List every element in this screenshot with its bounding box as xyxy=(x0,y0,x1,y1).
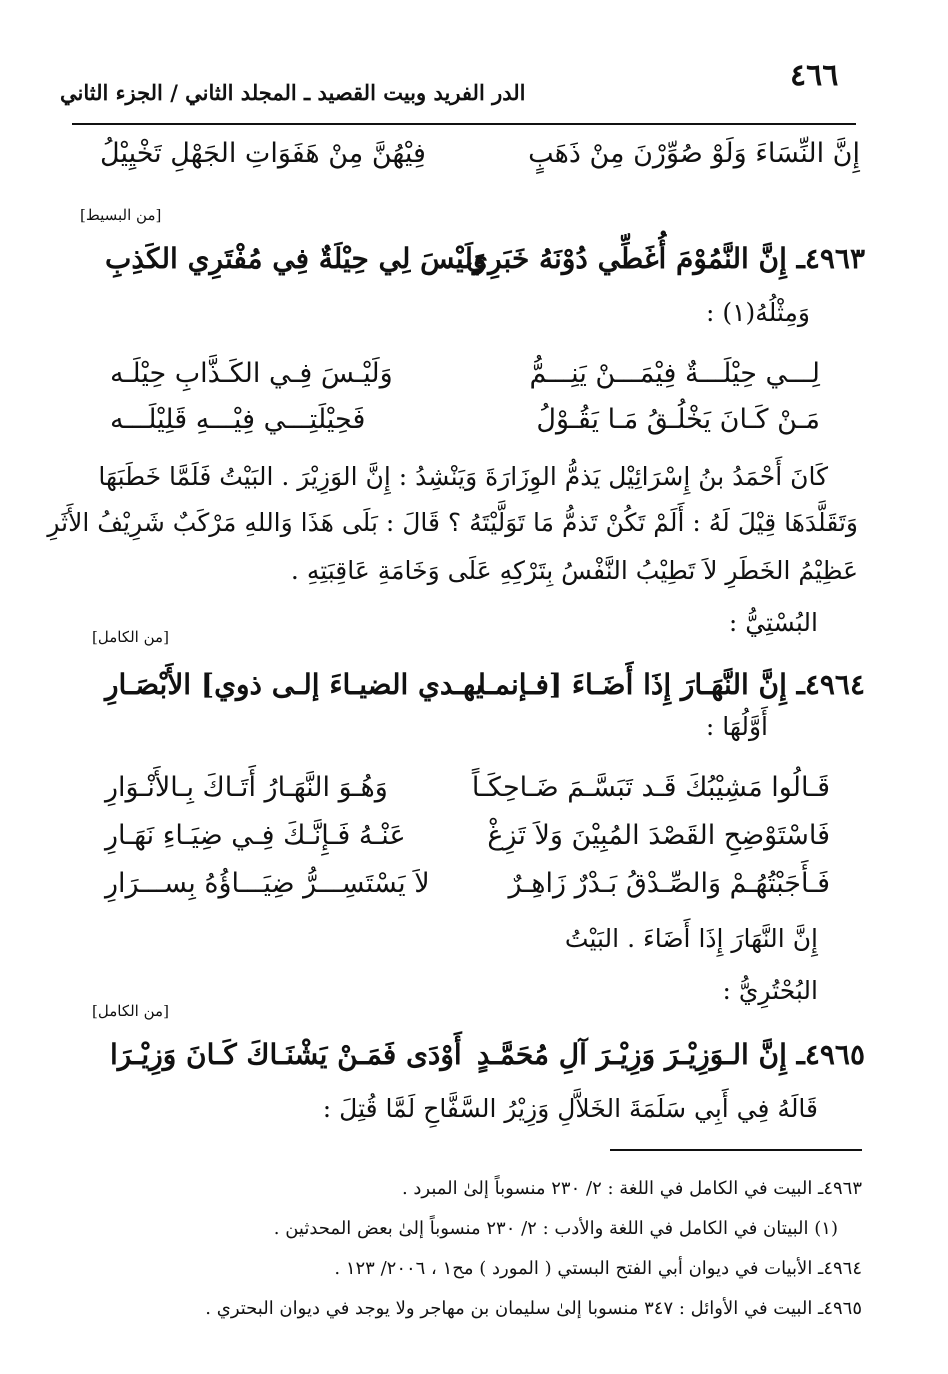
header-divider xyxy=(72,123,856,125)
verse-line xyxy=(60,820,830,866)
verse-first-hemistich: ٤٩٦٤ـ إِنَّ النَّهَـارَ إِذَا أَضَـاءَ [فـإنمـا xyxy=(478,668,865,701)
poet-name: البُحْتُرِيُّ : xyxy=(722,976,818,1005)
verse-line xyxy=(60,772,830,818)
verse-line-4964 xyxy=(60,668,865,714)
footnote: ٤٩٦٤ـ الأبيات في ديوان أبي الفتح البستي ( المورد ) مح١ ، ٢٠٠٦/ ١٢٣ . xyxy=(334,1258,862,1279)
verse-line-4963 xyxy=(60,242,865,288)
verse-second-hemistich: وَهُـوَ النَّهَـارُ أَتَـاكَ بِـالأَنْـوَارِ xyxy=(105,772,388,803)
verse-line xyxy=(60,868,830,914)
prose-line: قَالَهُ فِي أَبِي سَلَمَةَ الخَلاَّلِ وَزِيْرُ السَّفَّاحِ لَمَّا قُتِلَ : xyxy=(322,1094,818,1123)
verse-first-hemistich: مَـنْ كَـانَ يَخْلُـقُ مَـا يَقُـوْلُ xyxy=(536,404,820,435)
prose-line: كَانَ أَحْمَدُ بنُ إِسْرَائِيْل يَذمُّ الوِزَارَةَ وَيَنْشِدُ : إِنَّ الوَزِيْرَ . البَيْتُ فَلَمَّا خَطَبَهَا xyxy=(98,462,828,491)
verse-second-hemistich: أَوْدَى فَمَـنْ يَشْنَـاكَ كَـانَ وَزِيْـرَا xyxy=(110,1038,462,1071)
verse-second-hemistich: فَحِيْلَتِـــي فِيْـــهِ قَلِيْلَـــه xyxy=(110,404,366,435)
meter-label: [من الكامل] xyxy=(92,628,169,646)
verse-line xyxy=(60,404,820,450)
verse-first-hemistich: ٤٩٦٥ـ إِنَّ الـوَزِيْـرَ وَزِيْـرَ آلِ مُحَمَّـدٍ xyxy=(476,1038,865,1071)
verse-second-hemistich: عَنْـهُ فَـإِنَّـكَ فِـي ضِيَـاءِ نَهَـارِ xyxy=(105,820,406,851)
running-header: الدر الفريد وبيت القصيد ـ المجلد الثاني / الجزء الثاني xyxy=(60,80,526,105)
verse-first-hemistich: لِـــي حِيْلَـــةٌ فِيْمَـــنْ يَنِـــمُّ xyxy=(529,358,820,389)
footnote: ٤٩٦٥ـ البيت في الأوائل : ٣٤٧ منسوبا إلىٰ سليمان بن مهاجر ولا يوجد في ديوان البحتري . xyxy=(205,1298,862,1319)
quote-line: إِنَّ النَّهَارَ إِذَا أَضَاءَ . البَيْتُ xyxy=(564,924,818,953)
footnote: (١) البيتان في الكامل في اللغة والأدب : ٢/ ٢٣٠ منسوباً إلىٰ بعض المحدثين . xyxy=(273,1218,838,1239)
poet-name: البُسْتِيُّ : xyxy=(728,608,818,637)
intro-label: أَوَّلُهَا : xyxy=(705,712,768,741)
verse-second-hemistich: يهـدي الضيـاءَ إلـى ذوي] الأَبْصَـارِ xyxy=(105,668,484,701)
verse-second-hemistich: فِيْهُنَّ مِنْ هَفَوَاتِ الجَهْلِ تَخْيِيْلُ xyxy=(100,138,426,169)
verse-second-hemistich: وَلَيْـسَ فِـي الكَـذَّابِ حِيْلَـه xyxy=(110,358,393,389)
verse-line xyxy=(60,358,820,404)
prose-line: عَظِيْمُ الخَطَرِ لاَ تَطِيْبُ النَّفْسُ بِتَرْكِهِ عَلَى وَخَامَةِ عَاقِبَتِهِ . xyxy=(290,556,858,585)
verse-first-hemistich: فَاسْتَوْضِحِ القَصْدَ المُبِيْنَ وَلاَ تَزِغْ xyxy=(487,820,830,851)
verse-first-hemistich: قَـالُوا مَشِيْبُكَ قَـد تَبَسَّـمَ ضَـاحِكَـاً xyxy=(471,772,830,803)
prose-line: وَتَقَلَّدَهَا قِيْلَ لَهُ : أَلَمْ تَكُنْ تَذمُّ مَا تَوَلَّيْتَهُ ؟ قَالَ : بَلَى هَذَا وَاللهِ مَرْكَبٌ شَرِيْفُ الأَثَرِ xyxy=(47,508,858,537)
meter-label: [من البسيط] xyxy=(80,206,162,224)
footnote-divider xyxy=(610,1149,862,1151)
footnote: ٤٩٦٣ـ البيت في الكامل في اللغة : ٢/ ٢٣٠ منسوباً إلىٰ المبرد . xyxy=(401,1178,862,1199)
verse-first-hemistich: إِنَّ النِّسَاءَ وَلَوْ صُوِّرْنَ مِنْ ذَهَبٍ xyxy=(528,138,860,169)
intro-label: وَمِثْلُهُ(١) : xyxy=(705,298,810,327)
verse-first-hemistich: فَـأَجَبْتُهُـمْ وَالصِّـدْقُ بَـدْرٌ زَاهِـرٌ xyxy=(508,868,830,899)
verse-second-hemistich: وَلَيْسَ لِي حِيْلَةٌ فِي مُفْتَرِي الكَذِبِ xyxy=(105,242,487,275)
verse-line xyxy=(60,138,860,184)
meter-label: [من الكامل] xyxy=(92,1002,169,1020)
verse-first-hemistich: ٤٩٦٣ـ إِنَّ النَّمُوْمَ أُغَطِّي دُوْنَهُ خَبَرِي xyxy=(466,242,865,275)
verse-line-4965 xyxy=(60,1038,865,1084)
verse-second-hemistich: لاَ يَسْتَسِـــرُّ ضِيَـــاؤُهُ بِســـرَارِ xyxy=(105,868,430,899)
page-number: ٤٦٦ xyxy=(790,58,839,93)
